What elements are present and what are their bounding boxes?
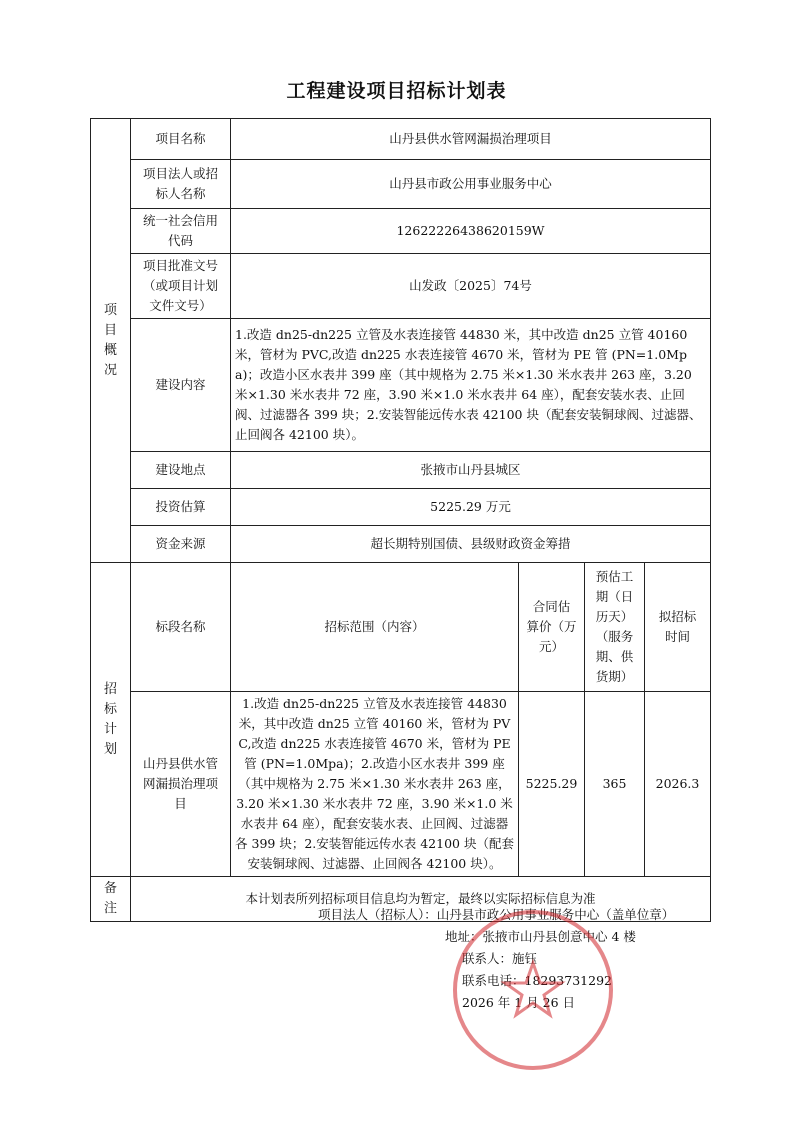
header-scope [231,563,519,692]
overview-field-value [231,119,711,160]
overview-field-label [131,119,231,160]
overview-field-value [231,160,711,209]
header-lot-name [131,563,231,692]
address-line: 地址：张掖市山丹县创意中心 4 楼 [445,929,636,944]
overview-field-label [131,254,231,319]
section-label-char: 划 [103,741,117,757]
overview-section-label [91,119,131,563]
lot-bid-time [645,692,711,877]
overview-field-value [231,526,711,563]
overview-field-label [131,209,231,254]
field-value-text: 山丹县供水管网漏损治理项目 [389,131,552,146]
field-label-line: 项目法人或招 [142,166,218,181]
header-line: 预估工 [595,569,634,584]
overview-field-value [231,452,711,489]
overview-field-value [231,489,711,526]
header-line: 元） [538,639,564,654]
overview-field-value [231,254,711,319]
field-label-line: 项目名称 [155,131,206,146]
phone-line: 联系电话：18293731292 [462,973,612,988]
header-line: 历天） [595,609,634,624]
field-value-text: 12622226438620159W [396,223,545,238]
lot-period-text: 365 [602,776,627,791]
header-line: 算价（万 [526,619,577,634]
overview-field-label [131,526,231,563]
section-label-char: 况 [103,362,117,378]
header-line: 货期） [595,669,634,684]
lot-bid-time-text: 2026.3 [655,776,700,791]
official-seal [448,905,618,1075]
remark-text-content: 本计划表所列招标项目信息均为暂定，最终以实际招标信息为准 [245,891,596,906]
header-line: 时间 [665,629,691,644]
overview-field-label [131,319,231,452]
overview-row [91,254,711,319]
overview-field-value [231,319,711,452]
contact-line: 联系人：施钰 [462,951,538,966]
overview-row [91,452,711,489]
field-label-line: 标人名称 [155,186,206,201]
overview-row [91,119,711,160]
overview-field-value [231,209,711,254]
overview-row [91,160,711,209]
field-value-text: 张掖市山丹县城区 [420,462,521,477]
page-title: 工程建设项目招标计划表 [286,80,507,102]
lot-period [585,692,645,877]
field-value-text: 超长期特别国债、县级财政资金筹措 [370,536,571,551]
section-label-char: 目 [103,322,117,338]
plan-header-row [91,563,711,692]
lot-contract-price [519,692,585,877]
remark-label-char: 注 [103,901,117,916]
header-line: 期（日 [595,589,634,604]
overview-row [91,209,711,254]
header-line: 标段名称 [155,619,206,634]
lot-scope-text: 1.改造 dn25-dn225 立管及水表连接管 44830 米，其中改造 dn25 立管 40160 米，管材为 PVC,改造 dn225 水表连接管 4670 米，管材为 PE 管 (PN=1.0Mpa)；2.改造小区水表井 399 座（其中规格为 2.75 米×1.30 米水表井 263 座，3.20 米×1.30 米水表井 72 座，3.90 米×1.0 米水表井 64 座），配套安装水表、止回阀、过滤器各 399 块；2.安装智能远传水表 42100 块（配套安装铜球阀、过滤器、止回阀各 42100 块）。 [235,696,514,871]
lot-name-line: 网漏损治理项 [142,776,218,791]
remark-label [91,877,131,922]
field-label-line: 代码 [167,233,193,248]
field-label-line: 项目批准文号 [142,258,218,273]
lot-name-line: 山丹县供水管 [142,756,218,771]
field-value-text: 山丹县市政公用事业服务中心 [389,176,552,191]
section-label-char: 项 [103,302,117,318]
header-period [585,563,645,692]
field-label-line: 建设地点 [155,462,206,477]
overview-row [91,526,711,563]
remark-label-char: 备 [103,881,117,896]
header-line: 期、供 [595,649,634,664]
lot-contract-price-text: 5225.29 [525,776,578,791]
field-label-line: 统一社会信用 [142,213,218,228]
legal-person-line: 项目法人（招标人）：山丹县市政公用事业服务中心（盖单位章） [318,907,675,922]
header-line: 拟招标 [658,609,697,624]
date-line: 2026 年 1 月 26 日 [462,995,576,1010]
header-bid-time [645,563,711,692]
field-value-text: 1.改造 dn25-dn225 立管及水表连接管 44830 米，其中改造 dn25 立管 40160 米，管材为 PVC,改造 dn225 水表连接管 4670 米，管材为 PE 管 (PN=1.0Mpa)；改造小区水表井 399 座（其中规格为 2.75 米×1.30 米水表井 263 座，3.20 米×1.30 米水表井 72 座，3.90 米×1.0 米水表井 64 座），配套安装水表、止回阀、过滤器各 399 块；2.安装智能远传水表 42100 块（配套安装铜球阀、过滤器、止回阀各 42100 块）。 [235,327,702,442]
field-label-line: 资金来源 [155,536,206,551]
plan-section-label [91,563,131,877]
lot-name [131,692,231,877]
field-label-line: 文件文号） [149,298,212,313]
header-line: 合同估 [532,599,571,614]
section-label-char: 标 [103,701,117,717]
bidding-plan-table [90,118,711,922]
field-value-text: 山发政〔2025〕74号 [409,278,532,293]
field-label-line: 建设内容 [155,377,206,392]
lot-name-line: 目 [174,796,187,811]
overview-row [91,489,711,526]
header-contract-price [519,563,585,692]
plan-data-row [91,692,711,877]
overview-row [91,319,711,452]
section-label-char: 概 [103,342,117,358]
field-label-line: 投资估算 [155,499,206,514]
overview-field-label [131,489,231,526]
overview-field-label [131,452,231,489]
field-value-text: 5225.29 万元 [430,499,511,514]
section-label-char: 计 [103,721,117,737]
header-line: （服务 [595,629,634,644]
lot-scope [231,692,519,877]
header-line: 招标范围（内容） [324,619,425,634]
overview-field-label [131,160,231,209]
field-label-line: （或项目计划 [142,278,218,293]
section-label-char: 招 [103,681,117,697]
